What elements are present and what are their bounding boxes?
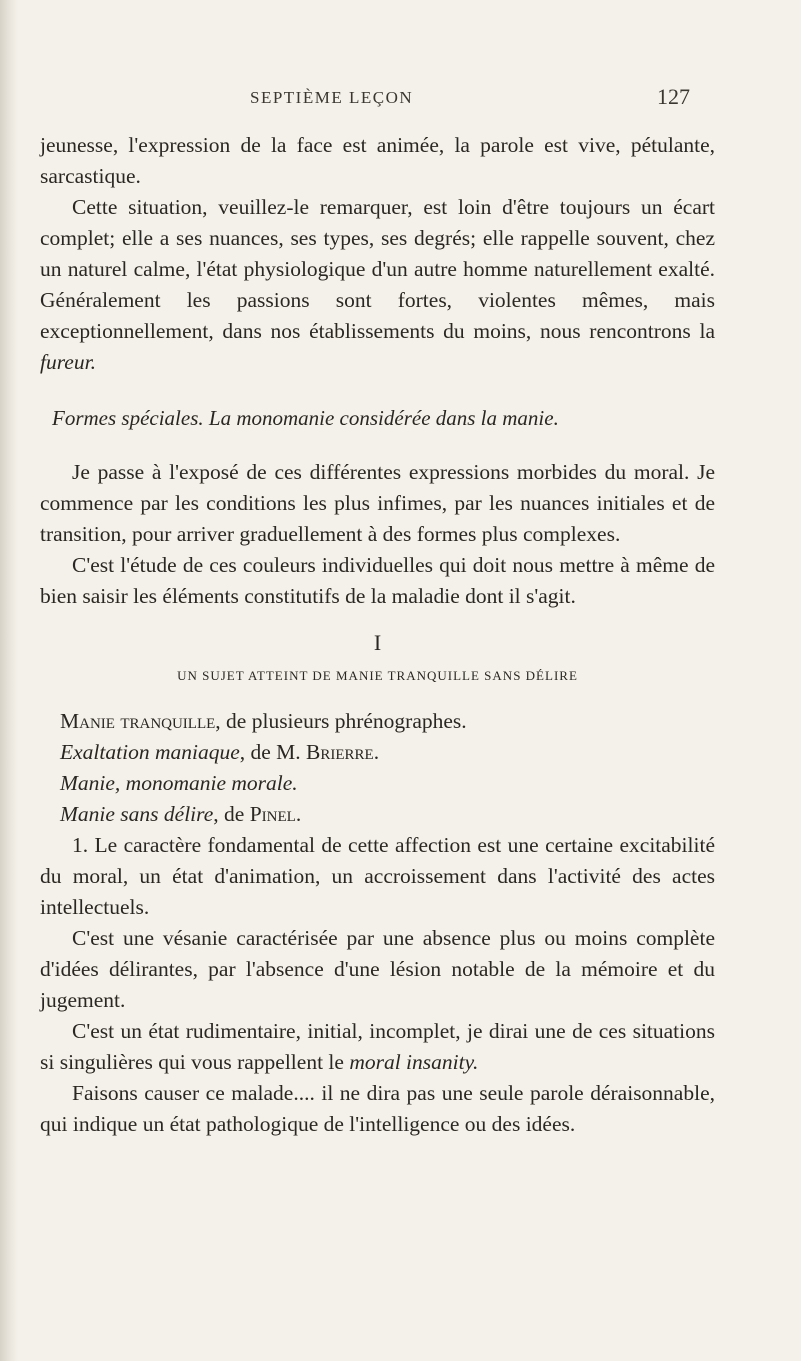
synonym-4-author: Pinel [249, 802, 296, 826]
paragraph-8: Faisons causer ce malade.... il ne dira pas une seule parole déraisonnable, qui indique un état pathologique de l'intelligence ou des idées. [40, 1081, 715, 1136]
synonym-2-term: Exaltation maniaque [60, 740, 240, 764]
paragraph-5: 1. Le caractère fondamental de cette affection est une certaine excitabilité du moral, un état d'animation, un accroissement dans l'activité des actes intellectuels. [40, 833, 715, 919]
synonym-1-term: Manie tranquille [60, 709, 216, 733]
synonym-4-source: , de [213, 802, 250, 826]
synonym-3 [40, 768, 715, 799]
paragraph-3: Je passe à l'exposé de ces différentes expressions morbides du moral. Je commence par les conditions les plus infimes, par les nuances initiales et de transition, pour arriver graduellement à des formes plus complexes. [40, 460, 715, 546]
subheading: Formes spéciales. La monomanie considérée dans la manie. [52, 406, 559, 430]
page-spine-shadow [0, 0, 18, 1361]
synonym-2-source: , de M. [239, 740, 307, 764]
paragraph-2 [40, 192, 715, 378]
page-number: 127 [657, 84, 690, 109]
paragraph-1-text: jeunesse, l'expression de la face est animée, la parole est vive, pétulante, sarcastique. [40, 133, 715, 188]
section-title: UN SUJET ATTEINT DE MANIE TRANQUILLE SANS DÉLIRE [177, 668, 578, 683]
synonym-4-term: Manie sans délire [60, 802, 214, 826]
paragraph-7-emphasis: moral insanity. [349, 1050, 479, 1074]
synonym-2-end: . [373, 740, 380, 764]
paragraph-7-text: C'est un état rudimentaire, initial, incomplet, je dirai une de ces situations si singulières qui vous rappellent le [40, 1019, 715, 1074]
paragraph-4: C'est l'étude de ces couleurs individuelles qui doit nous mettre à même de bien saisir les éléments constitutifs de la maladie dont il s'agit. [40, 553, 715, 608]
paragraph-7 [40, 1016, 715, 1078]
paragraph-2-emphasis: fureur. [40, 350, 96, 374]
paragraph-2-text: Cette situation, veuillez-le remarquer, est loin d'être toujours un écart complet; elle a ses nuances, ses types, ses degrés; elle rappelle souvent, chez un naturel calme, l'état physiologique d'un autre homme naturellement exalté. Généralement les passions sont fortes, violentes mêmes, mais exceptionnellement, dans nos établissements du moins, nous rencontrons la [40, 195, 715, 343]
paragraph-1 [40, 130, 715, 192]
running-title: SEPTIÈME LEÇON [250, 88, 414, 107]
paragraph-6: C'est une vésanie caractérisée par une absence plus ou moins complète d'idées délirantes, par l'absence d'une lésion notable de la mémoire et du jugement. [40, 926, 715, 1012]
synonym-3-term: Manie, monomanie morale. [60, 771, 298, 795]
section-number: I [373, 630, 382, 655]
synonym-4-end: . [295, 802, 302, 826]
synonym-1 [40, 706, 715, 737]
synonym-2-author: Brierre [306, 740, 374, 764]
synonym-1-source: , de plusieurs phrénographes. [215, 709, 467, 733]
synonym-2 [40, 737, 715, 768]
synonym-4 [40, 799, 715, 830]
page-header [250, 84, 690, 118]
body-text [40, 130, 715, 1140]
